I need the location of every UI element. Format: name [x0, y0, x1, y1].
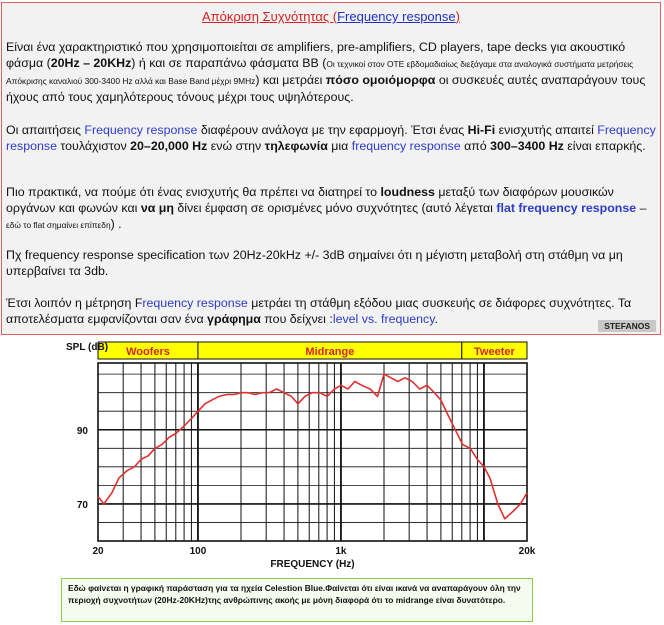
y-axis-label: SPL (dB) [66, 342, 109, 353]
author-badge: STEFANOS [598, 320, 656, 332]
band-label-tweeter: Tweeter [474, 346, 515, 358]
y-tick-label: 70 [76, 499, 88, 511]
paragraph-3: Πιο πρακτικά, να πούμε ότι ένας ενισχυτής θα πρέπει να διατηρεί το loudness μεταξύ των διαφόρων μουσικών οργάνων και φωνών και να μη δίνει έμφαση σε ορισμένες μόνο συχνότητες (αυτό λέγεται flat frequency response – εδώ το flat σημαίνει επίπεδη) . [6, 185, 647, 231]
band-label-midrange: Midrange [305, 346, 355, 358]
paragraph-5: Έτσι λοιπόν η μέτρηση Frequency response μετράει τη στάθμη εξόδου μιας συσκευής σε διάφορες συχνότητες. Τα αποτελέσματα εμφανίζονται σαν ένα γράφημα που δείχνει :level vs. frequency. [6, 296, 632, 326]
y-tick-label: 90 [76, 425, 88, 437]
plot-area [98, 363, 527, 541]
x-tick-label: 100 [189, 546, 207, 557]
x-tick-label: 20 [92, 546, 104, 557]
paragraph-2: Οι απαιτήσεις Frequency response διαφέρουν ανάλογα με την εφαρμογή. Έτσι ένας Hi-Fi ενισχυτής απαιτεί Frequency response τουλάχιστον 20–20,000 Hz ενώ στην τηλεφωνία μια frequency response από 300–3400 Hz είναι επαρκής. [6, 123, 656, 153]
paragraph-4: Πχ frequency response specification των 20Hz-20kHz +/- 3dB σημαίνει ότι η μέγιστη μεταβολή στη στάθμη να μη υπερβαίνει τα 3db. [6, 248, 623, 278]
bands-layer [98, 342, 527, 359]
chart-caption: Εδώ φαίνεται η γραφική παράσταση για τα ηχεία Celestion Blue.Φαίνεται ότι είναι ικανά να αναπαράγουν όλη την περιοχή συχνοτήτων (20Hz-20KHz)της ανθρώπινης ακοής με μόνη διαφορά ότι το midrange είναι δυνατότερο. [61, 578, 533, 622]
x-tick-label: 20k [518, 546, 536, 557]
description-box [1, 2, 661, 335]
page-title: Απόκριση Συχνότητας (Frequency response) [202, 9, 460, 24]
paragraph-1: Είναι ένα χαρακτηριστικό που χρησιμοποιείται σε amplifiers, pre-amplifiers, CD players, tape decks για ακουστικό φάσμα (20Hz – 20KHz) ή και σε παραπάνω φάσματα ΒΒ (Οι τεχνικοί στον ΟΤΕ εβδομαδιαίως διεξάγαμε στα αναλογικά συστήματα μετρήσεις Απόκρισης καναλιού 300-3400 Hz αλλά και Base Band μέχρι 9MHz) και μετράει πόσο ομοιόμορφα οι συσκευές αυτές αναπαράγουν τους ήχους από τους χαμηλότερους τόνους μέχρι τους υψηλότερους. [6, 40, 646, 104]
band-label-woofers: Woofers [126, 346, 170, 358]
frequency-response-chart [0, 335, 664, 575]
chart-svg [0, 335, 664, 575]
x-axis-label: FREQUENCY (Hz) [270, 559, 355, 570]
x-tick-label: 1k [335, 546, 347, 557]
